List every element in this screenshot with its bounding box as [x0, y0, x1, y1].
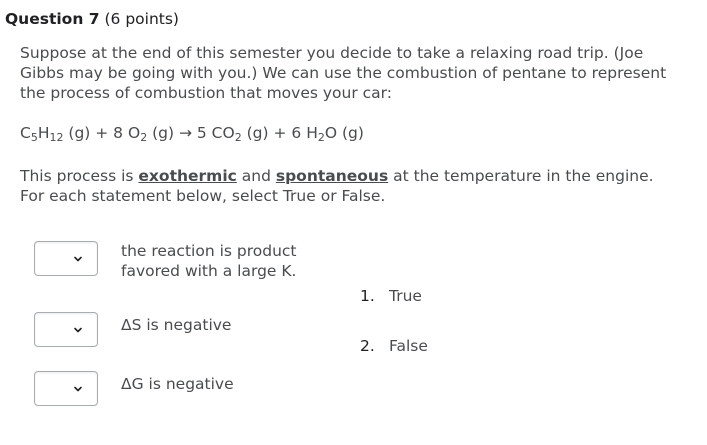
- choice-number: 1.: [360, 287, 375, 305]
- term-exothermic: exothermic: [138, 167, 237, 185]
- statement-2-dropdown[interactable]: [34, 312, 98, 347]
- choice-true: [360, 286, 422, 306]
- chevron-down-icon: [72, 253, 84, 265]
- choice-false: [360, 336, 428, 356]
- term-spontaneous: spontaneous: [275, 167, 389, 185]
- statement-3-dropdown[interactable]: [34, 371, 98, 406]
- statement-1-dropdown[interactable]: [34, 241, 98, 276]
- choice-label: True: [389, 287, 422, 305]
- choice-label: False: [389, 337, 428, 355]
- question-description: This process is exothermic and spontaneous at the temperature in the engine. For each statement below, select True or False.: [20, 167, 654, 205]
- chemical-equation: $C_5H_{12}$ (g) + 8 $O_2$ (g) → 5 $CO_2$ (g) + 6 $H_2O$ (g): [20, 124, 364, 144]
- statement-2-text: ΔS is negative: [121, 316, 232, 334]
- question-intro: Suppose at the end of this semester you decide to take a relaxing road trip. (Joe Gibbs may be going with you.) We can use the combustion of pentane to represent the process of combustion that moves your car:: [20, 44, 667, 102]
- question-points: (6 points): [104, 10, 179, 28]
- choice-number: 2.: [360, 337, 375, 355]
- chevron-down-icon: [72, 383, 84, 395]
- statement-3-text: ΔG is negative: [121, 375, 234, 393]
- statement-1-text: the reaction is product favored with a large K.: [121, 242, 297, 280]
- question-title: Question 7: [5, 10, 100, 28]
- chevron-down-icon: [72, 324, 84, 336]
- question-header: [5, 9, 179, 29]
